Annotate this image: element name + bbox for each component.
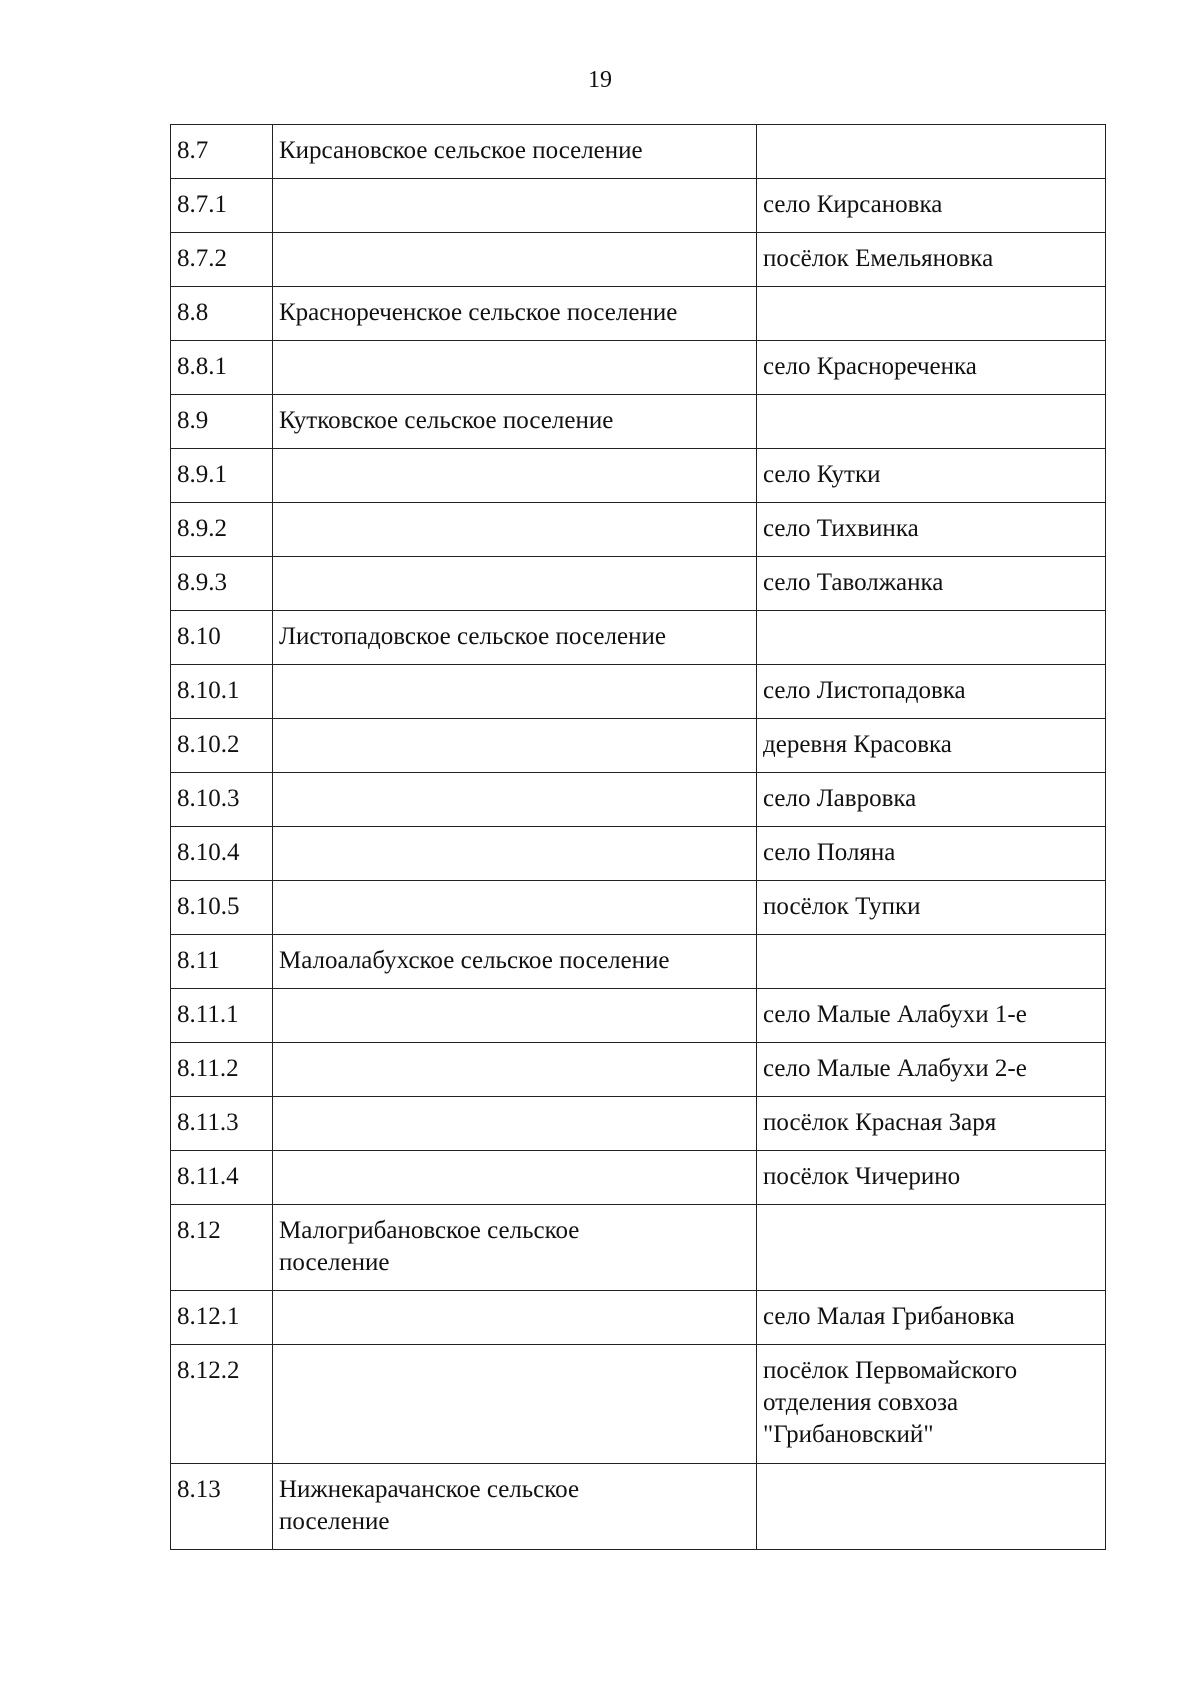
locality-cell: село Таволжанка [757, 557, 1106, 611]
row-number-cell: 8.7.1 [171, 179, 273, 233]
table-row [171, 1291, 1106, 1345]
table-row [171, 989, 1106, 1043]
municipality-cell [273, 827, 757, 881]
municipality-cell [273, 773, 757, 827]
municipality-cell: Нижнекарачанское сельское поселение [273, 1464, 757, 1550]
municipality-cell [273, 1291, 757, 1345]
locality-cell: село Тихвинка [757, 503, 1106, 557]
locality-cell: посёлок Чичерино [757, 1151, 1106, 1205]
row-number-cell: 8.10.2 [171, 719, 273, 773]
table-row [171, 719, 1106, 773]
municipality-cell: Краснореченское сельское поселение [273, 287, 757, 341]
row-number-cell: 8.12 [171, 1205, 273, 1291]
locality-cell: село Малые Алабухи 2-е [757, 1043, 1106, 1097]
locality-cell: посёлок Красная Заря [757, 1097, 1106, 1151]
municipality-cell [273, 341, 757, 395]
table-row [171, 1151, 1106, 1205]
municipality-cell [273, 233, 757, 287]
municipality-cell [273, 989, 757, 1043]
locality-cell: село Кутки [757, 449, 1106, 503]
municipality-cell [273, 1345, 757, 1464]
row-number-cell: 8.11.1 [171, 989, 273, 1043]
table-row [171, 665, 1106, 719]
table-row [171, 935, 1106, 989]
municipality-cell: Листопадовское сельское поселение [273, 611, 757, 665]
row-number-cell: 8.9.1 [171, 449, 273, 503]
row-number-cell: 8.10 [171, 611, 273, 665]
municipality-cell: Кирсановское сельское поселение [273, 125, 757, 179]
locality-cell [757, 287, 1106, 341]
table-row [171, 341, 1106, 395]
table-row [171, 1043, 1106, 1097]
locality-cell: село Краснореченка [757, 341, 1106, 395]
row-number-cell: 8.11.4 [171, 1151, 273, 1205]
table-row [171, 1464, 1106, 1550]
municipality-cell [273, 881, 757, 935]
locality-cell: посёлок Тупки [757, 881, 1106, 935]
municipality-cell [273, 1151, 757, 1205]
row-number-cell: 8.8 [171, 287, 273, 341]
row-number-cell: 8.7.2 [171, 233, 273, 287]
locality-cell: село Листопадовка [757, 665, 1106, 719]
locality-cell: деревня Красовка [757, 719, 1106, 773]
row-number-cell: 8.12.2 [171, 1345, 273, 1464]
row-number-cell: 8.9.3 [171, 557, 273, 611]
row-number-cell: 8.10.3 [171, 773, 273, 827]
row-number-cell: 8.8.1 [171, 341, 273, 395]
municipality-cell [273, 449, 757, 503]
locality-cell: посёлок Первомайского отделения совхоза "Грибановский" [757, 1345, 1106, 1464]
locality-cell [757, 611, 1106, 665]
municipality-cell [273, 665, 757, 719]
locality-cell [757, 1205, 1106, 1291]
municipality-cell: Малоалабухское сельское поселение [273, 935, 757, 989]
table-row [171, 449, 1106, 503]
table-row [171, 503, 1106, 557]
table-row [171, 287, 1106, 341]
table-row [171, 1205, 1106, 1291]
municipality-cell [273, 557, 757, 611]
municipality-cell [273, 503, 757, 557]
table-row [171, 1097, 1106, 1151]
locality-cell: посёлок Емельяновка [757, 233, 1106, 287]
row-number-cell: 8.10.1 [171, 665, 273, 719]
locality-cell: село Поляна [757, 827, 1106, 881]
row-number-cell: 8.11.2 [171, 1043, 273, 1097]
locality-cell [757, 1464, 1106, 1550]
locality-cell: село Малая Грибановка [757, 1291, 1106, 1345]
locality-cell: село Кирсановка [757, 179, 1106, 233]
row-number-cell: 8.10.4 [171, 827, 273, 881]
row-number-cell: 8.7 [171, 125, 273, 179]
municipality-cell [273, 719, 757, 773]
table-row [171, 773, 1106, 827]
table-row [171, 557, 1106, 611]
municipality-cell [273, 179, 757, 233]
table-row [171, 125, 1106, 179]
row-number-cell: 8.9.2 [171, 503, 273, 557]
table-row [171, 827, 1106, 881]
table-row [171, 233, 1106, 287]
municipality-cell: Малогрибановское сельское поселение [273, 1205, 757, 1291]
table-row [171, 1345, 1106, 1464]
row-number-cell: 8.10.5 [171, 881, 273, 935]
locality-cell [757, 935, 1106, 989]
row-number-cell: 8.11 [171, 935, 273, 989]
table-row [171, 881, 1106, 935]
municipality-cell [273, 1097, 757, 1151]
locality-cell: село Малые Алабухи 1-е [757, 989, 1106, 1043]
locality-cell: село Лавровка [757, 773, 1106, 827]
table-row [171, 179, 1106, 233]
table-row [171, 611, 1106, 665]
locality-cell [757, 395, 1106, 449]
page-number: 19 [588, 67, 612, 93]
municipality-cell [273, 1043, 757, 1097]
municipality-cell: Кутковское сельское поселение [273, 395, 757, 449]
row-number-cell: 8.9 [171, 395, 273, 449]
locality-cell [757, 125, 1106, 179]
settlements-table [170, 124, 1106, 1550]
row-number-cell: 8.12.1 [171, 1291, 273, 1345]
row-number-cell: 8.13 [171, 1464, 273, 1550]
row-number-cell: 8.11.3 [171, 1097, 273, 1151]
table-row [171, 395, 1106, 449]
